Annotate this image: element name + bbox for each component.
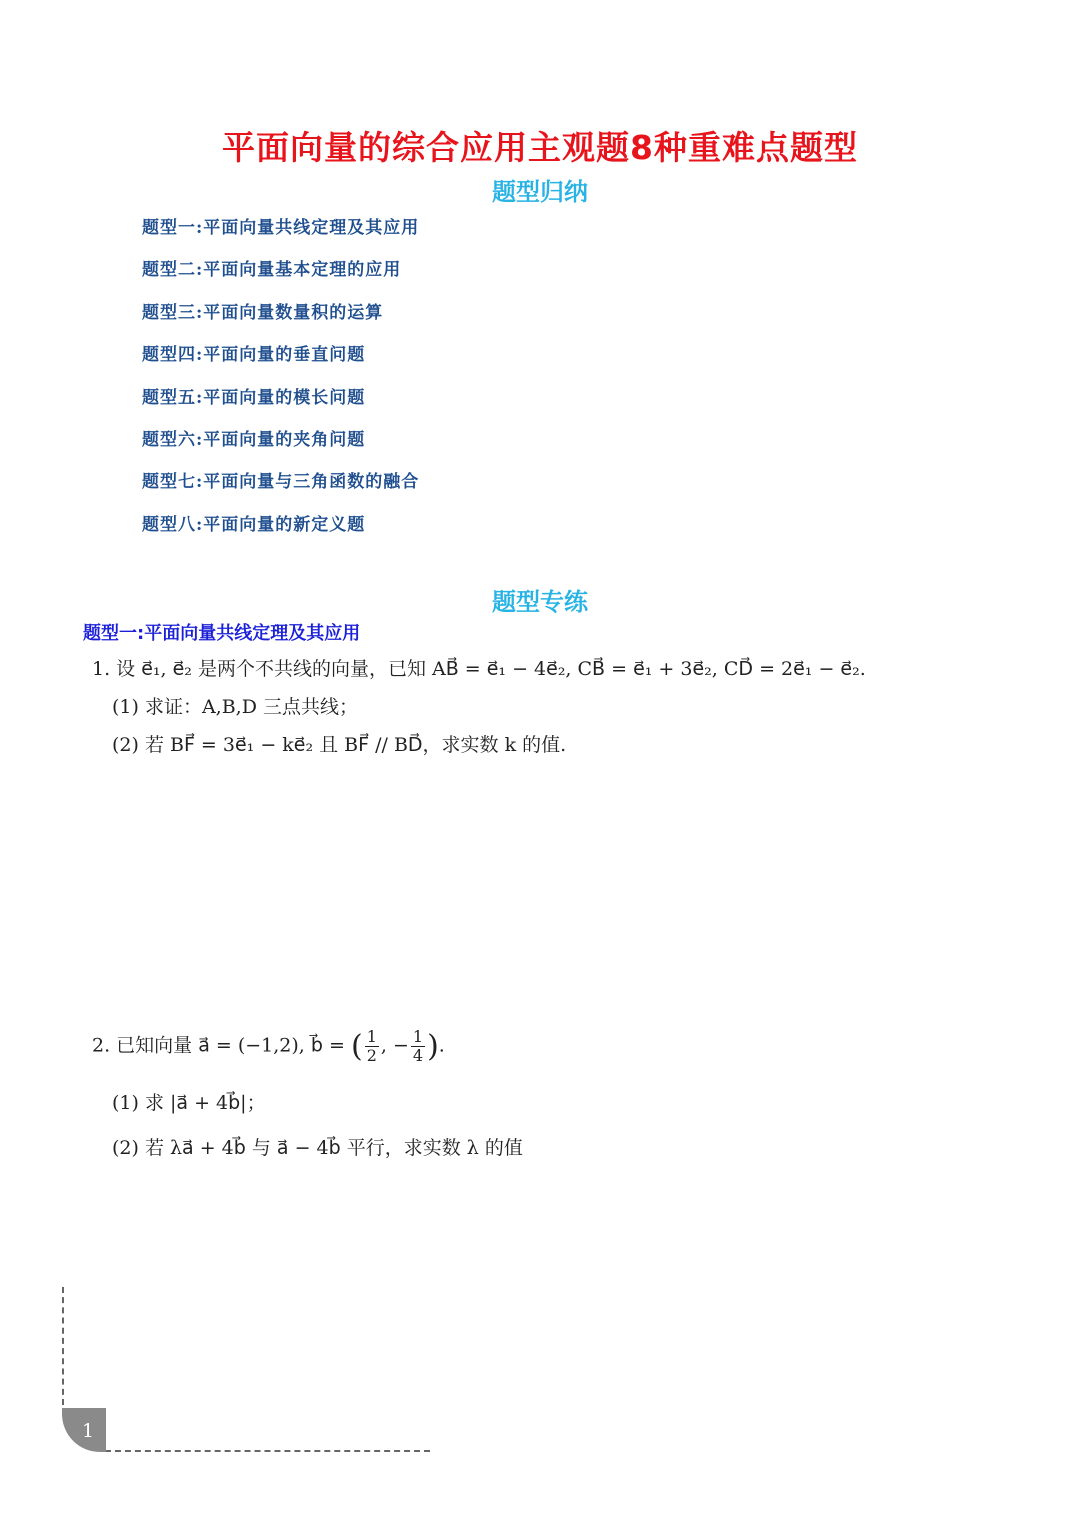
topic-item: 题型五:平面向量的模长问题 xyxy=(142,387,366,408)
page-border-horizontal xyxy=(105,1450,430,1452)
question-1-part-1: (1) 求证：A,B,D 三点共线； xyxy=(112,696,358,718)
page-number: 1 xyxy=(62,1408,106,1452)
topic-item: 题型七:平面向量与三角函数的融合 xyxy=(142,472,420,493)
topic-list xyxy=(142,212,419,551)
topic-item: 题型六:平面向量的夹角问题 xyxy=(142,429,366,450)
question-2-part-1: (1) 求 |a⃗ + 4b⃗|； xyxy=(112,1092,266,1114)
comma-minus: , − xyxy=(380,1034,409,1057)
topic-item: 题型一:平面向量共线定理及其应用 xyxy=(142,218,420,238)
section-heading: 题型一:平面向量共线定理及其应用 xyxy=(83,623,361,644)
fraction-denominator: 4 xyxy=(412,1046,424,1065)
right-paren: ) xyxy=(427,1029,439,1064)
topic-item: 题型三:平面向量数量积的运算 xyxy=(142,302,384,323)
question-1-stem: 1. 设 e⃗₁, e⃗₂ 是两个不共线的向量，已知 AB⃗ = e⃗₁ − 4e⃗₂, CB⃗ = e⃗₁ + 3e⃗₂, CD⃗ = 2e⃗₁ − e⃗₂. xyxy=(92,658,866,680)
question-2-stem-text: 2. 已知向量 a⃗ = (−1,2), b⃗ = xyxy=(92,1034,345,1057)
fraction-one-quarter xyxy=(411,1028,425,1065)
document-title: 平面向量的综合应用主观题8种重难点题型 xyxy=(222,128,858,167)
fraction-numerator: 1 xyxy=(412,1027,424,1046)
topic-item: 题型四:平面向量的垂直问题 xyxy=(142,345,366,366)
question-2-stem: 2. 已知向量 a⃗ = (−1,2), b⃗ = ( $\frac{1}{2}$ , − $\frac{1}{4}$ ). xyxy=(92,1027,445,1065)
fraction-numerator: 1 xyxy=(366,1027,377,1046)
fraction-denominator: 2 xyxy=(366,1046,377,1065)
summary-heading: 题型归纳 xyxy=(492,178,588,206)
fraction-one-half xyxy=(365,1028,379,1065)
question-2-part-2: (2) 若 λa⃗ + 4b⃗ 与 a⃗ − 4b⃗ 平行，求实数 λ 的值 xyxy=(112,1137,523,1159)
page-border-vertical xyxy=(62,1287,64,1405)
practice-heading: 题型专练 xyxy=(492,588,588,616)
left-paren: ( xyxy=(350,1029,363,1064)
topic-item: 题型八:平面向量的新定义题 xyxy=(142,514,366,535)
question-1-part-2: (2) 若 BF⃗ = 3e⃗₁ − ke⃗₂ 且 BF⃗ // BD⃗，求实数 k 的值. xyxy=(112,734,567,756)
topic-item: 题型二:平面向量基本定理的应用 xyxy=(142,260,402,281)
